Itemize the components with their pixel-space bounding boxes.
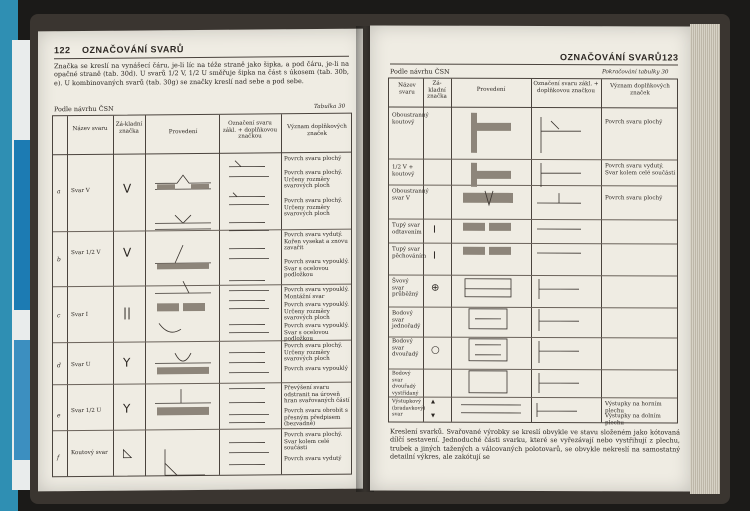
weld-table-right [388,78,678,424]
table-caption-left: Podle návrhu ČSN [390,67,450,76]
table-caption-right: Pokračování tabulky 30 [602,69,669,76]
row-letter: e [57,412,61,420]
weld-meaning: Povrch svaru vypouklý. Svar s ocelovou podložkou [284,322,349,343]
weld-meaning: Povrch svaru plochý. Určeny rozměry svarových ploch [284,197,343,218]
weld-drawings-right [451,107,601,424]
table-caption-left: Podle návrhu ČSN [54,104,114,114]
col-header-execution: Provedení [168,129,198,136]
col-header-marking: Označení svaru zákl. + doplňkovou značkou [533,81,599,94]
weld-meaning: Povrch svaru vydutý. Kořen vysekat a znovu zavařit [284,231,348,252]
weld-name: Tupý svar pěchováním [392,246,427,260]
weld-name: Svar I [71,311,88,319]
weld-meaning: Výstupky na horním plechu [605,401,662,414]
weld-symbol: I [433,224,436,236]
weld-name: Svar 1/2 V [71,249,101,257]
left-page [38,29,363,492]
weld-symbol: ◺ [123,445,133,460]
col-header-meaning: Význam doplňkových značek [287,123,347,137]
col-header-execution: Provedení [476,86,506,93]
weld-name: Bodový svar jednořadý [392,310,421,330]
weld-meaning: Povrch svaru vypouklý. Svar s ocelovou podložkou [284,258,349,279]
intro-paragraph: Značka se kreslí na vynášecí čáru, je-li líc na téže straně jako šipka, a pod čáru, je-li na opačné straně (tab. 30d). U svarů 1/2 V, 1/2 U směřuje šipka na část s úkosem (tab. 30b, e). U kombinovaných svarů (tab. 30g) se značky kreslí nad sebe a pod sebe. [54,59,349,88]
right-page [370,25,690,491]
weld-meaning: Převýšení svaru odstranit na úroveň hran svařovaných částí [284,384,350,405]
weld-symbol: || [123,305,132,320]
row-letter: d [57,362,61,370]
row-letter: c [57,312,61,320]
weld-symbol: V [123,245,132,260]
row-letter: a [57,188,61,196]
weld-name: Svar 1/2 U [71,407,102,415]
right-running-head: OZNAČOVÁNÍ SVARŮ [560,52,662,63]
header-rule [54,56,349,60]
weld-name: Výstupkový (bradavkový) svar [392,398,426,418]
weld-name: Tupý svar odtavením [392,222,422,236]
weld-drawings-left [145,152,281,477]
weld-meaning: Povrch svaru plochý [605,195,663,202]
weld-meaning: Povrch svaru vypouklý. Montážní svar [284,286,349,300]
weld-meaning: Povrch svaru plochý. Určeny rozměry svarových ploch [284,342,343,363]
weld-symbol: ⊕ [431,282,440,294]
weld-name: Bodový svar dvouřadý [392,338,419,358]
weld-name: Oboustranný koutový [392,112,429,126]
weld-name: Svar V [71,187,90,195]
weld-symbol: Y [123,355,131,370]
col-header-meaning: Význam doplňkových značek [610,83,670,97]
weld-symbol: I [433,250,436,262]
bottom-paragraph: Kreslení svarků. Svařované výrobky se kreslí obvykle ve stavu složeném jako kótovaná dílčí sestavení. Jednoduché části svarku, které se vyřezávají nebo vystřihují z plechu, trubek a jiných tažených a válcovaných polotovarů, se obvykle nekreslí na samostatný detailní výkres, ale zakótují se [390,427,680,462]
weld-meaning: Povrch svaru vydutý [284,455,342,463]
weld-meaning: Povrch svaru vydutý. Svar kolem celé součásti [605,163,676,177]
table-caption-right: Tabulka 30 [314,103,346,111]
page-stack-edge [690,24,720,494]
weld-meaning: Povrch svaru plochý [284,155,342,163]
weld-meaning: Povrch svaru plochý. Určeny rozměry svarových ploch [284,169,343,190]
weld-symbol: Y [123,401,131,416]
weld-name: Švový svar průběžný [392,278,419,298]
row-letter: f [57,454,60,462]
weld-meaning: Povrch svaru vypouklý [284,365,348,373]
weld-meaning: Povrch svaru obrobit s přesným předpisem (bezvadně) [284,407,348,428]
col-header-name: Název svaru [72,125,108,133]
weld-name: Koutový svar [71,449,108,457]
weld-symbol: ▴ [431,396,436,406]
weld-meaning: Povrch svaru plochý. Svar kolem celé součásti [284,431,343,452]
col-header-basic-symbol: Zá-kladní značka [115,121,143,135]
weld-symbol: ▾ [431,410,436,420]
weld-meaning: Povrch svaru vypouklý. Určeny rozměry svarových ploch [284,301,349,322]
col-header-basic-symbol: Zá-kladní značka [427,80,447,100]
weld-name: Bodový svar dvouřadý vystřídaný [392,370,419,397]
left-running-head: OZNAČOVÁNÍ SVARŮ [82,44,184,56]
right-page-number: 123 [662,52,679,63]
col-header-marking: Označení svaru zákl. + doplňkovou značkou [222,120,278,140]
weld-table-left [52,113,352,478]
row-letter: b [57,256,61,264]
left-page-number: 122 [54,45,71,56]
weld-name: Svar U [71,361,91,369]
weld-symbol: ○ [431,344,440,356]
weld-name: Oboustranný svar V [392,188,429,202]
weld-symbol: V [123,181,132,196]
header-rule [390,64,678,66]
col-header-name: Název svaru [398,82,416,96]
weld-meaning: Povrch svaru plochý [605,119,663,126]
weld-meaning: Výstupky na dolním plechu [605,413,661,426]
weld-name: 1/2 V + koutový [392,164,415,178]
